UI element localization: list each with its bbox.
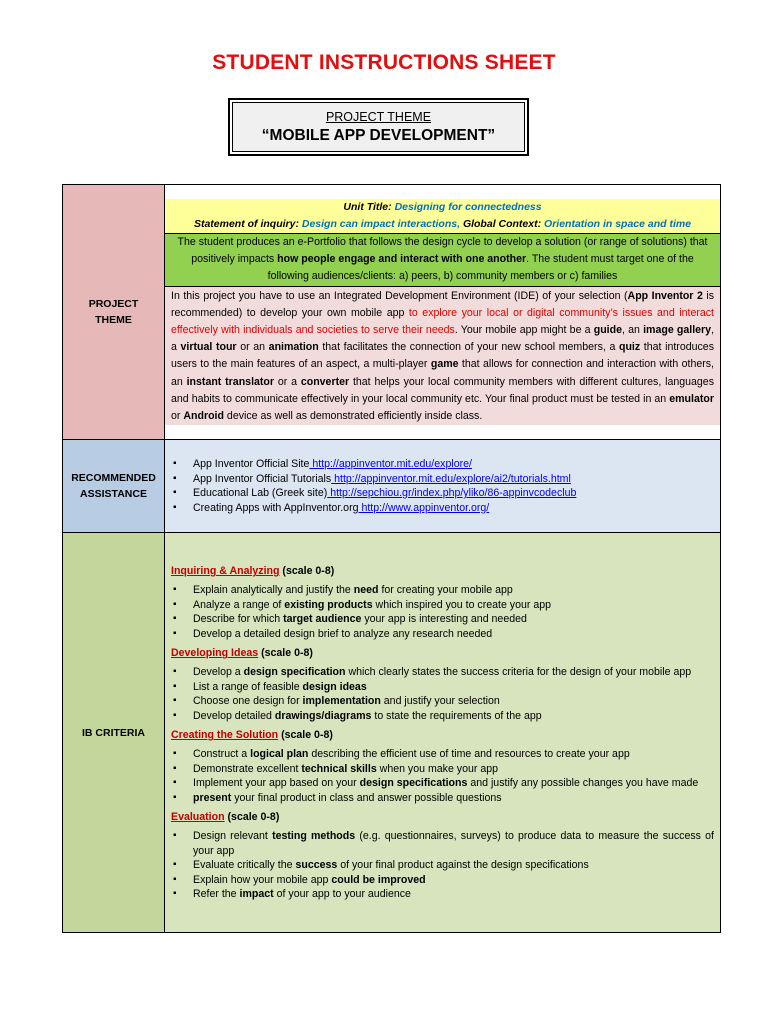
list-item: ▪ Explain how your mobile app could be improved <box>171 873 714 888</box>
list-item: ▪ Educational Lab (Greek site) http://sepchiou.gr/index.php/yliko/86-appinvcodeclub <box>171 486 714 501</box>
criterion-list <box>171 829 714 902</box>
project-theme-row-label: PROJECT THEME <box>63 185 165 440</box>
criterion-heading <box>171 646 714 660</box>
list-item: ▪ Develop detailed drawings/diagrams to state the requirements of the app <box>171 709 714 724</box>
list-item: ▪ Evaluate critically the success of your final product against the design specifications <box>171 858 714 873</box>
app-inventor-site-link[interactable]: http://appinventor.mit.edu/explore/ <box>309 458 472 470</box>
list-item: ▪ present your final product in class and answer possible questions <box>171 791 714 806</box>
assistance-row-label: RECOMMENDED ASSISTANCE <box>63 440 165 533</box>
project-description: In this project you have to use an Integrated Development Environment (IDE) of your selection (App Inventor 2 is recommended) to develop your own mobile app to explore your local or digital community’s issues and interact effectively with individuals and societies to serve their needs. Your mobile app might be a guide, an image gallery, a virtual tour or an animation that facilitates the connection of your new school members, a quiz that introduces users to the main features of an aspect, a multi-player game that allows for connection and interaction with others, an instant translator or a converter that helps your local community members with different cultures, languages and habits to communicate effectively in your local community etc. Your final product must be tested in an emulator or Android device as well as demonstrated efficiently inside class. <box>165 287 720 426</box>
project-theme-box <box>228 98 529 156</box>
criterion-heading <box>171 564 714 578</box>
criterion-list <box>171 583 714 641</box>
criterion-title: Developing Ideas <box>171 647 259 660</box>
list-item: ▪ Demonstrate excellent technical skills when you make your app <box>171 762 714 777</box>
criteria-row-label: IB CRITERIA <box>63 533 165 933</box>
criterion-heading <box>171 810 714 824</box>
list-item: ▪ Implement your app based on your design specifications and justify any possible changes you have made <box>171 776 714 791</box>
list-item: ▪ Explain analytically and justify the need for creating your mobile app <box>171 583 714 598</box>
list-item: ▪ Analyze a range of existing products which inspired you to create your app <box>171 598 714 613</box>
project-theme-name: “MOBILE APP DEVELOPMENT” <box>261 127 496 144</box>
instructions-table <box>62 184 721 933</box>
app-inventor-tutorials-link[interactable]: http://appinventor.mit.edu/explore/ai2/tutorials.html <box>331 472 571 485</box>
unit-title-block: Unit Title: Designing for connectedness Statement of inquiry: Design can impact interactions, Global Context: Orientation in space and time <box>165 199 720 234</box>
criteria-content <box>165 533 721 933</box>
list-item: ▪ App Inventor Official Tutorials http://appinventor.mit.edu/explore/ai2/tutorials.html <box>171 472 714 487</box>
list-item: ▪ Describe for which target audience your app is interesting and needed <box>171 612 714 627</box>
list-item: ▪ Design relevant testing methods (e.g. questionnaires, surveys) to produce data to measure the success of your app <box>171 829 714 858</box>
criterion-title: Inquiring & Analyzing <box>171 565 280 578</box>
project-theme-label: PROJECT THEME <box>325 110 432 124</box>
criterion-scale: (scale 0-8) <box>279 565 335 578</box>
criterion-scale: (scale 0-8) <box>278 729 333 742</box>
list-item: ▪ Choose one design for implementation and justify your selection <box>171 694 714 709</box>
list-item: ▪ Refer the impact of your app to your audience <box>171 887 714 902</box>
criterion-heading <box>171 728 714 742</box>
criterion-scale: (scale 0-8) <box>258 647 313 660</box>
list-item: ▪ Creating Apps with AppInventor.org http://www.appinventor.org/ <box>171 501 714 516</box>
criterion-list <box>171 665 714 723</box>
assistance-content <box>165 440 721 533</box>
project-theme-content <box>165 185 721 440</box>
list-item: ▪ App Inventor Official Site http://appinventor.mit.edu/explore/ <box>171 457 714 472</box>
criterion-scale: (scale 0-8) <box>224 811 280 824</box>
portfolio-statement: The student produces an e-Portfolio that follows the design cycle to develop a solution (or range of solutions) that positively impacts how people engage and interact with one another. The student must target one of the following audiences/clients: a) peers, b) community members or c) families <box>165 234 720 287</box>
educational-lab-link[interactable]: http://sepchiou.gr/index.php/yliko/86-appinvcodeclub <box>327 487 577 499</box>
assistance-list <box>165 447 720 525</box>
appinventor-org-link[interactable]: http://www.appinventor.org/ <box>358 501 490 514</box>
criteria-sections <box>165 555 720 910</box>
list-item: ▪ List a range of feasible design ideas <box>171 680 714 695</box>
page-title: STUDENT INSTRUCTIONS SHEET <box>212 51 556 74</box>
criterion-title: Creating the Solution <box>171 729 279 742</box>
criterion-list <box>171 747 714 805</box>
criterion-title: Evaluation <box>171 811 225 824</box>
list-item: ▪ Develop a design specification which clearly states the success criteria for the design of your mobile app <box>171 665 714 680</box>
list-item: ▪ Develop a detailed design brief to analyze any research needed <box>171 627 714 642</box>
list-item: ▪ Construct a logical plan describing the efficient use of time and resources to create your app <box>171 747 714 762</box>
